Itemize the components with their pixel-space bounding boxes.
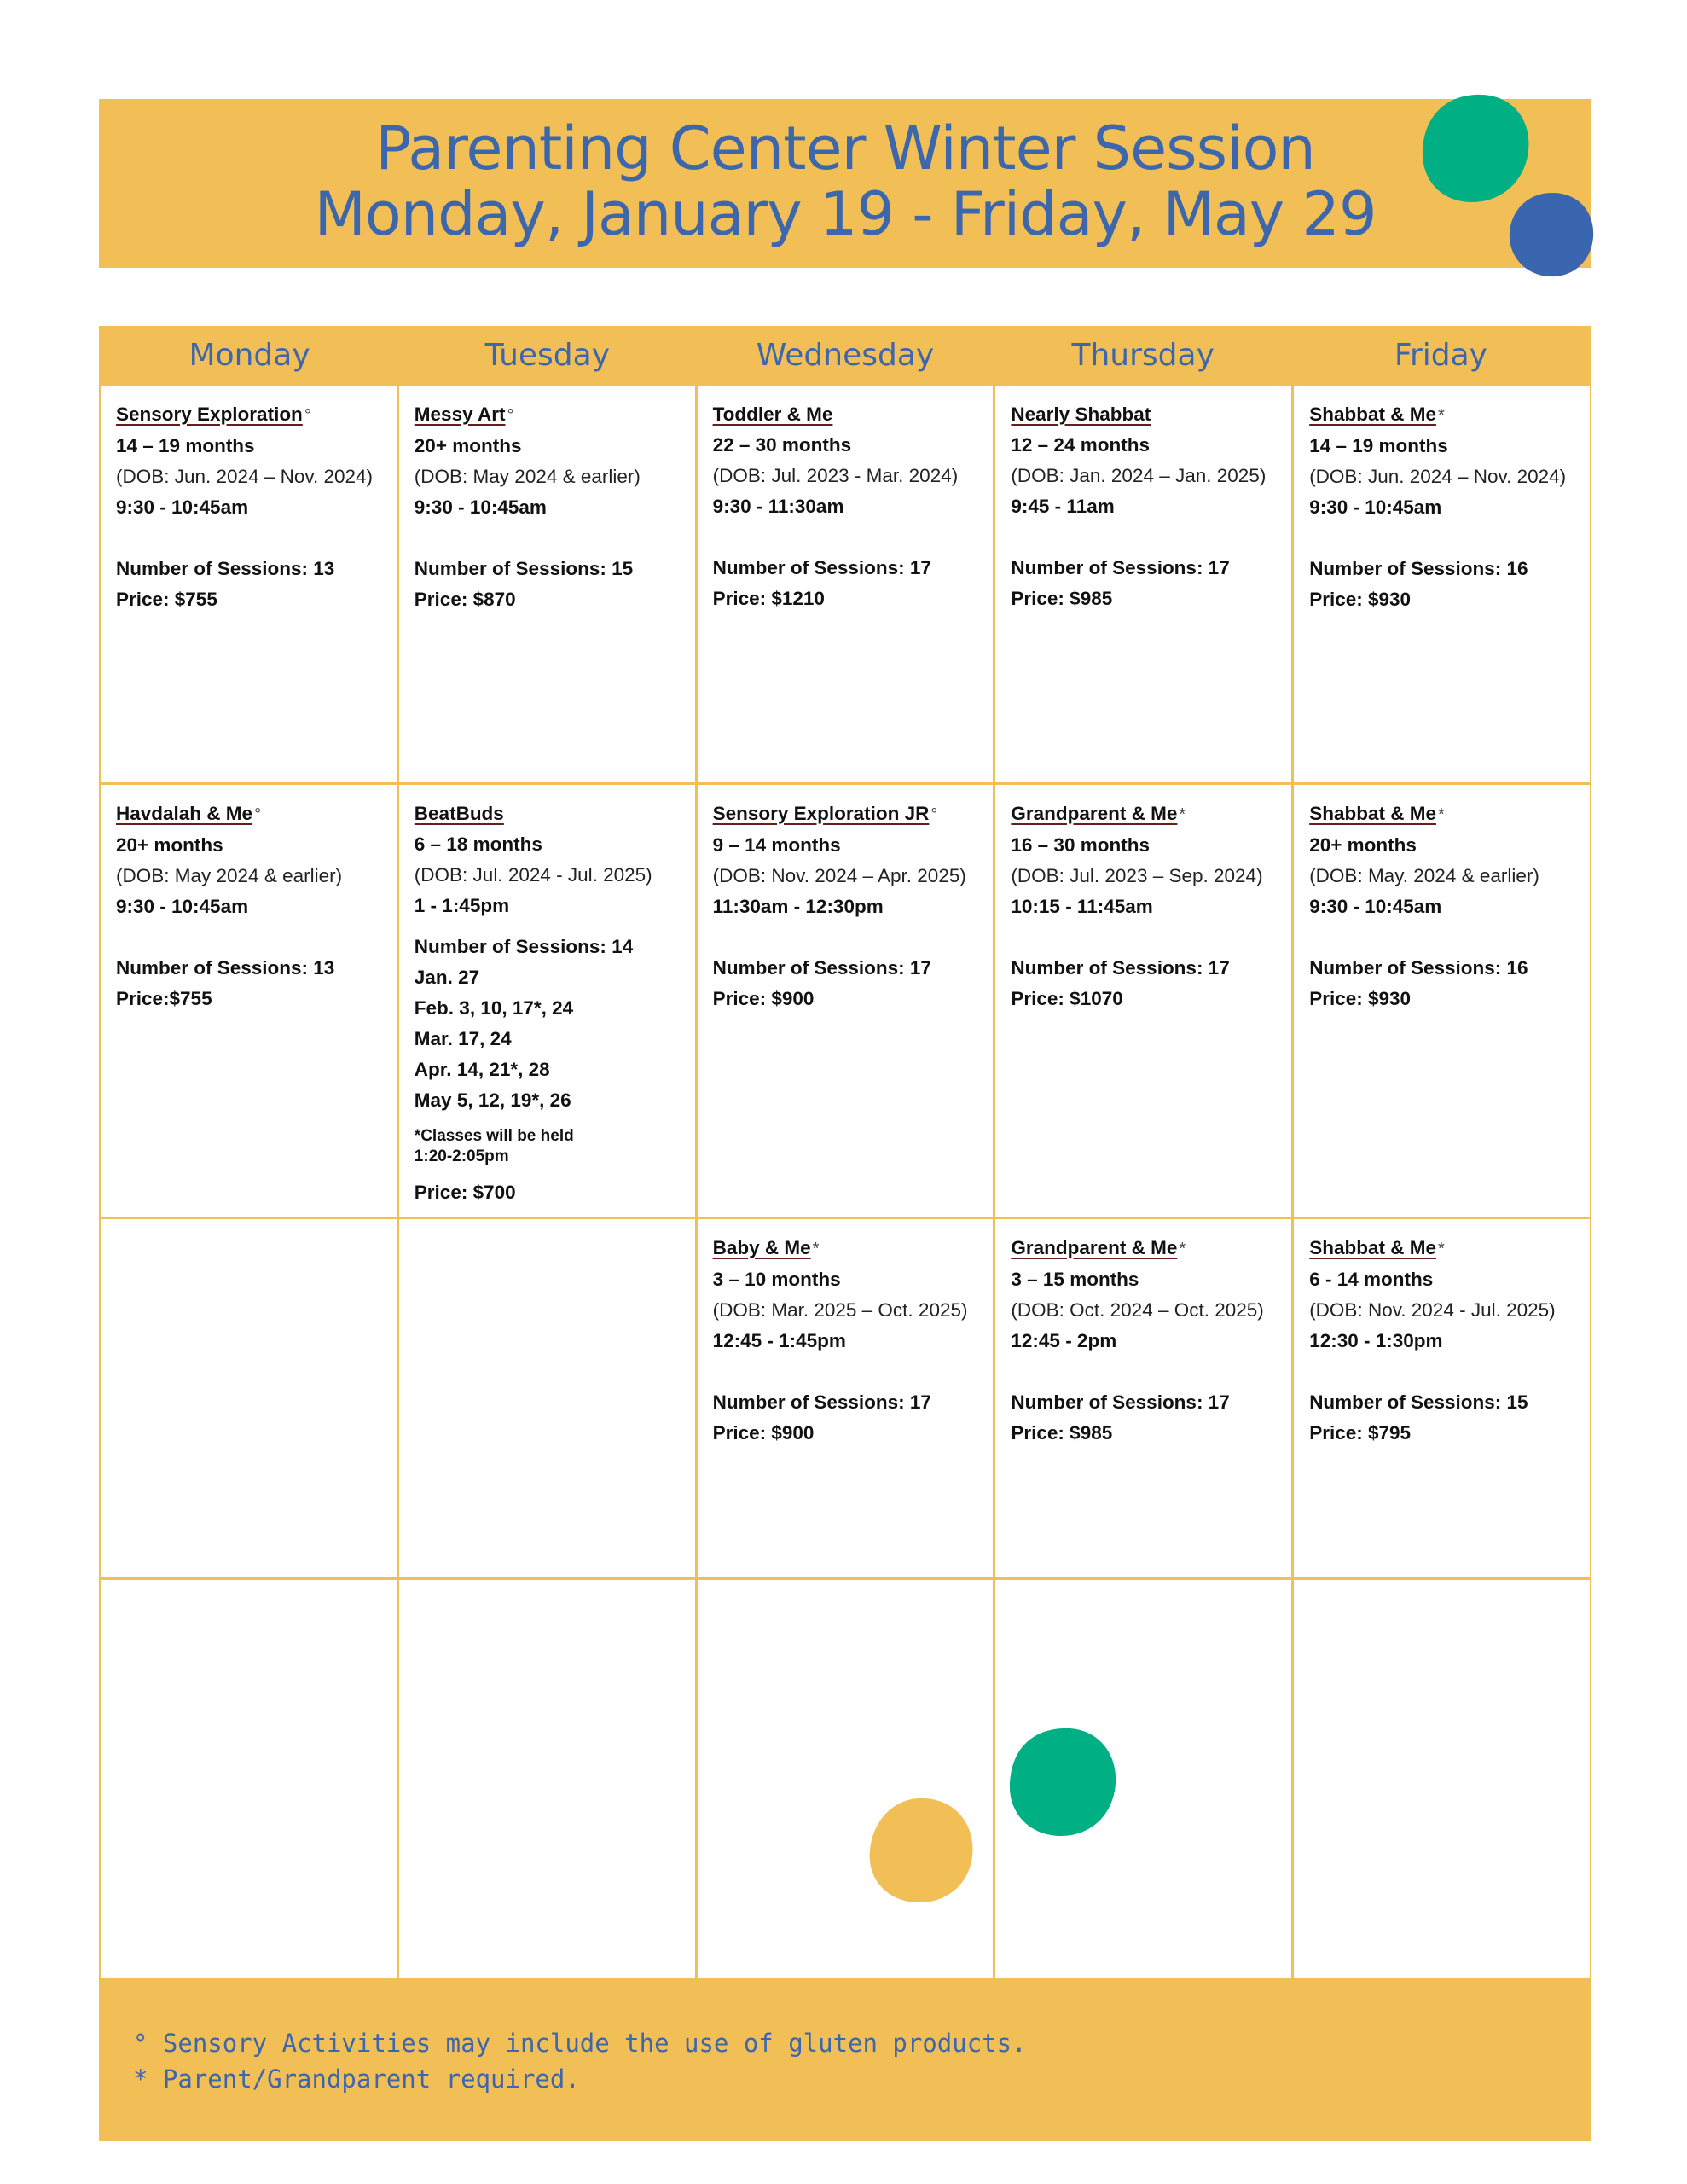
class-time: 9:30 - 10:45am — [116, 497, 249, 518]
class-note: *Classes will be held — [414, 1127, 574, 1145]
class-mark: * — [1437, 406, 1445, 425]
class-age: 20+ months — [414, 435, 522, 456]
class-title: Shabbat & Me — [1309, 1237, 1436, 1258]
class-cell-friday — [1294, 785, 1590, 1217]
class-title: Grandparent & Me — [1011, 1237, 1178, 1258]
class-cell-monday — [101, 785, 397, 1217]
class-price: Price: $700 — [414, 1182, 516, 1203]
empty-cell — [1294, 1580, 1590, 1978]
class-title-line — [415, 399, 695, 431]
day-monday: Monday — [188, 338, 310, 373]
class-title-line — [1011, 799, 1291, 830]
spacer — [713, 522, 994, 553]
day-friday: Friday — [1394, 338, 1487, 373]
class-time: 9:30 - 10:45am — [414, 497, 547, 518]
class-time: 10:15 - 11:45am — [1011, 896, 1153, 917]
day-wednesday: Wednesday — [756, 338, 935, 373]
spacer — [116, 523, 397, 554]
class-title-line — [713, 1233, 994, 1264]
class-note: 1:20-2:05pm — [414, 1147, 509, 1165]
class-price: Price: $985 — [1011, 588, 1113, 609]
class-age: 6 – 18 months — [414, 834, 542, 855]
class-mark: ° — [930, 805, 938, 824]
class-date: Mar. 17, 24 — [414, 1028, 512, 1049]
schedule-grid — [99, 326, 1591, 1983]
class-time: 12:45 - 1:45pm — [712, 1330, 846, 1351]
class-sessions: Number of Sessions: 17 — [712, 557, 931, 578]
footnote-sensory: ° Sensory Activities may include the use of gluten products. — [133, 2029, 1027, 2058]
class-cell-wednesday — [698, 386, 994, 782]
class-title-line — [1011, 399, 1291, 430]
class-sessions: Number of Sessions: 17 — [1011, 1391, 1230, 1413]
class-title: Toddler & Me — [712, 404, 833, 425]
schedule-row — [101, 1580, 1590, 1978]
class-dob: (DOB: May 2024 & earlier) — [116, 865, 343, 886]
class-age: 16 – 30 months — [1011, 834, 1150, 856]
class-mark: * — [1179, 1240, 1186, 1258]
class-cell-wednesday — [698, 1219, 994, 1577]
spacer — [713, 1356, 994, 1387]
class-sessions: Number of Sessions: 17 — [712, 1391, 931, 1413]
class-title-line — [415, 799, 695, 829]
header-banner — [99, 99, 1591, 268]
class-title: Shabbat & Me — [1309, 404, 1436, 425]
class-sessions: Number of Sessions: 17 — [1011, 957, 1230, 979]
class-price: Price: $795 — [1309, 1422, 1412, 1443]
schedule-row — [101, 386, 1590, 782]
class-price: Price: $1210 — [712, 588, 825, 609]
class-title-line — [116, 799, 397, 830]
class-cell-thursday — [995, 1219, 1291, 1577]
class-time: 11:30am - 12:30pm — [712, 896, 884, 917]
empty-cell — [101, 1580, 397, 1978]
class-age: 14 – 19 months — [1309, 435, 1448, 456]
footnote-parent: * Parent/Grandparent required. — [133, 2065, 580, 2094]
class-date: May 5, 12, 19*, 26 — [414, 1089, 571, 1111]
spacer — [1011, 522, 1291, 553]
class-age: 9 – 14 months — [712, 834, 841, 856]
class-title-line — [1309, 399, 1590, 431]
class-cell-thursday — [995, 785, 1291, 1217]
class-cell-friday — [1294, 1219, 1590, 1577]
class-price: Price: $870 — [414, 589, 516, 610]
class-title: Sensory Exploration — [116, 404, 303, 425]
spacer — [1309, 1356, 1590, 1387]
class-title-line — [713, 799, 994, 830]
class-dob: (DOB: Jul. 2024 - Jul. 2025) — [414, 864, 652, 886]
class-sessions: Number of Sessions: 13 — [116, 558, 335, 579]
page-date-range: Monday, January 19 - Friday, May 29 — [314, 179, 1377, 249]
class-sessions: Number of Sessions: 13 — [116, 957, 335, 979]
class-time: 9:30 - 11:30am — [712, 496, 844, 517]
footnotes-section — [99, 1983, 1591, 2141]
empty-cell — [101, 1219, 397, 1577]
class-title: Sensory Exploration JR — [712, 803, 930, 824]
green-blob-icon — [1003, 1723, 1122, 1843]
page-title: Parenting Center Winter Session — [375, 113, 1315, 183]
day-tuesday: Tuesday — [484, 338, 611, 373]
class-price: Price: $930 — [1309, 988, 1412, 1009]
class-age: 3 – 10 months — [712, 1269, 841, 1290]
class-mark: ° — [304, 406, 311, 425]
day-thursday: Thursday — [1071, 338, 1215, 373]
class-sessions: Number of Sessions: 16 — [1309, 558, 1528, 579]
spacer — [713, 922, 994, 953]
class-title-line — [1309, 799, 1590, 830]
class-mark: * — [812, 1240, 820, 1258]
class-cell-wednesday — [698, 785, 994, 1217]
class-dob: (DOB: Oct. 2024 – Oct. 2025) — [1011, 1299, 1264, 1321]
class-mark: * — [1179, 805, 1186, 824]
empty-cell — [399, 1219, 695, 1577]
class-price: Price: $900 — [712, 988, 815, 1009]
class-age: 6 - 14 months — [1309, 1269, 1434, 1290]
class-price: Price: $900 — [712, 1422, 815, 1443]
class-age: 22 – 30 months — [712, 434, 852, 456]
class-cell-monday — [101, 386, 397, 782]
class-dob: (DOB: Jul. 2023 – Sep. 2024) — [1011, 865, 1263, 886]
blue-blob-icon — [1506, 189, 1597, 280]
spacer — [415, 921, 695, 932]
class-sessions: Number of Sessions: 17 — [712, 957, 931, 979]
class-cell-tuesday — [399, 785, 695, 1217]
class-dob: (DOB: May 2024 & earlier) — [414, 466, 641, 487]
class-title-line — [1011, 1233, 1291, 1264]
empty-cell — [698, 1580, 994, 1978]
class-time: 9:30 - 10:45am — [116, 896, 249, 917]
spacer — [1309, 922, 1590, 953]
class-dob: (DOB: Nov. 2024 – Apr. 2025) — [712, 865, 966, 886]
class-dob: (DOB: Jan. 2024 – Jan. 2025) — [1011, 465, 1267, 486]
class-mark: * — [1437, 805, 1445, 824]
class-mark: * — [1437, 1240, 1445, 1258]
day-header-row — [101, 326, 1590, 386]
class-price: Price:$755 — [116, 988, 212, 1009]
class-sessions: Number of Sessions: 15 — [1309, 1391, 1528, 1413]
class-time: 9:30 - 10:45am — [1309, 497, 1442, 518]
class-sessions: Number of Sessions: 17 — [1011, 557, 1230, 578]
class-title: Messy Art — [414, 404, 506, 425]
class-date: Jan. 27 — [414, 967, 480, 988]
class-time: 12:30 - 1:30pm — [1309, 1330, 1443, 1351]
class-dob: (DOB: Jul. 2023 - Mar. 2024) — [712, 465, 959, 486]
class-dob: (DOB: Nov. 2024 - Jul. 2025) — [1309, 1299, 1556, 1321]
class-mark: ° — [507, 406, 514, 425]
class-title-line — [1309, 1233, 1590, 1264]
spacer — [1011, 922, 1291, 953]
spacer — [415, 1116, 695, 1126]
class-title: BeatBuds — [414, 803, 504, 824]
class-age: 3 – 15 months — [1011, 1269, 1139, 1290]
class-dob: (DOB: Jun. 2024 – Nov. 2024) — [1309, 466, 1567, 487]
class-title: Shabbat & Me — [1309, 803, 1436, 824]
class-price: Price: $930 — [1309, 589, 1412, 610]
empty-cell — [399, 1580, 695, 1978]
class-cell-friday — [1294, 386, 1590, 782]
spacer — [1011, 1356, 1291, 1387]
class-title: Havdalah & Me — [116, 803, 253, 824]
class-title: Nearly Shabbat — [1011, 404, 1151, 425]
class-date: Feb. 3, 10, 17*, 24 — [414, 997, 574, 1019]
class-title: Baby & Me — [712, 1237, 811, 1258]
class-age: 20+ months — [1309, 834, 1417, 856]
class-dob: (DOB: Jun. 2024 – Nov. 2024) — [116, 466, 373, 487]
yellow-blob-icon — [861, 1792, 981, 1911]
class-sessions: Number of Sessions: 14 — [414, 936, 634, 957]
class-time: 1 - 1:45pm — [414, 895, 510, 916]
spacer — [1309, 523, 1590, 554]
class-title-line — [713, 399, 994, 430]
class-age: 20+ months — [116, 834, 223, 856]
class-title: Grandparent & Me — [1011, 803, 1178, 824]
class-age: 14 – 19 months — [116, 435, 255, 456]
schedule-row — [101, 1219, 1590, 1577]
class-cell-tuesday — [399, 386, 695, 782]
class-time: 9:30 - 10:45am — [1309, 896, 1442, 917]
class-mark: ° — [254, 805, 262, 824]
spacer — [116, 922, 397, 953]
schedule-row — [101, 785, 1590, 1217]
class-dob: (DOB: May. 2024 & earlier) — [1309, 865, 1539, 886]
schedule-rows — [101, 386, 1590, 1978]
class-time: 12:45 - 2pm — [1011, 1330, 1117, 1351]
spacer — [415, 1167, 695, 1177]
class-cell-thursday — [995, 386, 1291, 782]
class-dob: (DOB: Mar. 2025 – Oct. 2025) — [712, 1299, 968, 1321]
class-price: Price: $755 — [116, 589, 217, 610]
class-title-line — [116, 399, 397, 431]
class-sessions: Number of Sessions: 16 — [1309, 957, 1528, 979]
class-date: Apr. 14, 21*, 28 — [414, 1059, 550, 1080]
class-price: Price: $1070 — [1011, 988, 1123, 1009]
class-time: 9:45 - 11am — [1011, 496, 1115, 517]
class-age: 12 – 24 months — [1011, 434, 1150, 456]
class-sessions: Number of Sessions: 15 — [414, 558, 634, 579]
spacer — [415, 523, 695, 554]
class-price: Price: $985 — [1011, 1422, 1113, 1443]
